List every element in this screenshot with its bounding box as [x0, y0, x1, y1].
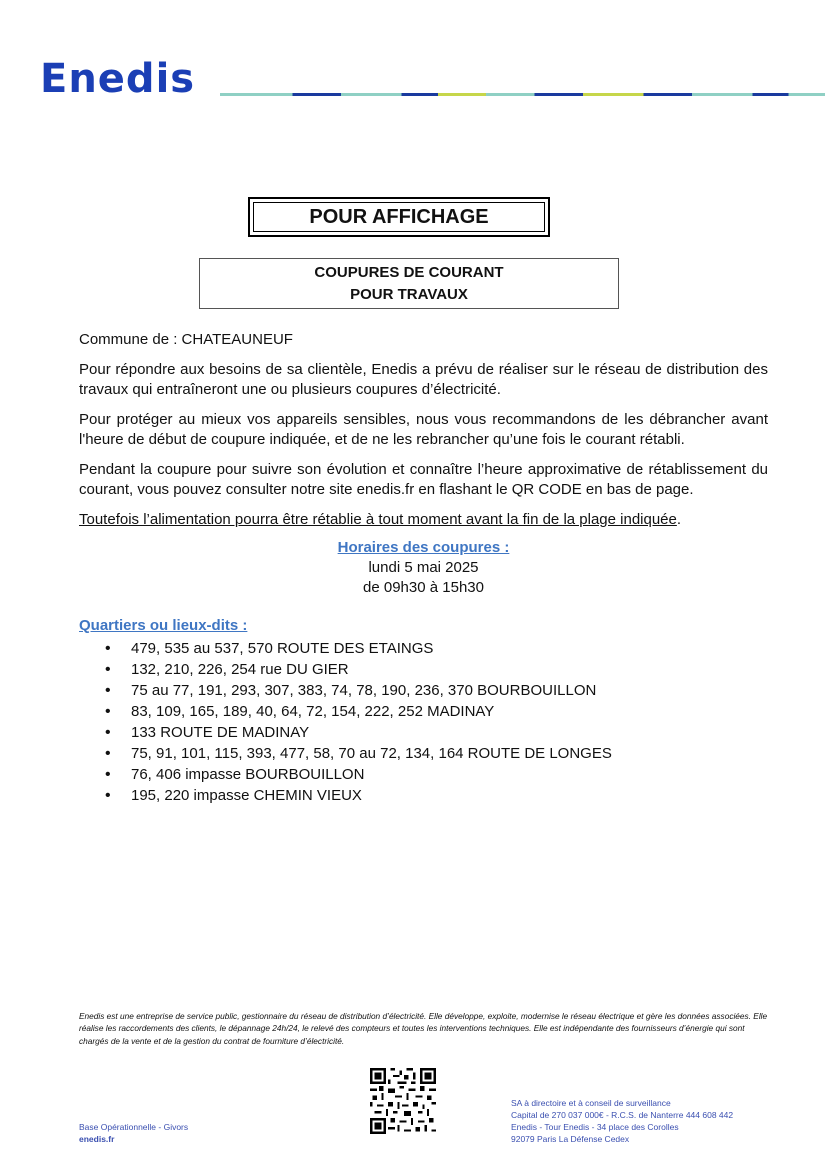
- subtitle-line-2: POUR TRAVAUX: [350, 286, 468, 303]
- schedule-date: lundi 5 mai 2025: [368, 559, 479, 576]
- subtitle-line-1: COUPURES DE COURANT: [314, 264, 504, 281]
- paragraph-1: Pour répondre aux besoins de sa clientèle, Enedis a prévu de réaliser sur le réseau de distribution des travaux qui entraîneront une ou plusieurs coupures d’électricité.: [79, 361, 768, 398]
- qr-code-icon[interactable]: [370, 1068, 436, 1134]
- notice-content: [79, 330, 768, 806]
- logo-text: Enedis: [40, 58, 196, 98]
- list-item: • 75 au 77, 191, 293, 307, 383, 74, 78, 190, 236, 370 BOURBOUILLON: [79, 680, 768, 701]
- footer-legal: [511, 1097, 733, 1145]
- footer-note: Enedis est une entreprise de service public, gestionnaire du réseau de distribution d’électricité. Elle développe, exploite, modernise le réseau électrique et gère les données associées. Elle réalise les raccordements des clients, le dépannage 24h/24, le relevé des compteurs et toutes les interventions techniques. Elle est indépendante des fournisseurs d’énergie qui sont chargés de la vente et de la gestion du contrat de fourniture d’électricité.: [79, 1011, 768, 1046]
- enedis-logo: [40, 58, 216, 98]
- paragraph-2: Pour protéger au mieux vos appareils sensibles, nous vous recommandons de les débrancher avant l'heure de début de coupure indiquée, et de ne les rebrancher qu’une fois le courant rétabli.: [79, 411, 768, 448]
- title-box: [248, 197, 550, 237]
- schedule-title: Horaires des coupures :: [337, 539, 510, 556]
- legal-line-1: SA à directoire et à conseil de surveillance: [511, 1098, 671, 1108]
- list-item: • 75, 91, 101, 115, 393, 477, 58, 70 au 72, 134, 164 ROUTE DE LONGES: [79, 743, 768, 764]
- schedule: [79, 538, 768, 598]
- commune: Commune de : CHATEAUNEUF: [79, 331, 293, 348]
- subtitle-box: [199, 258, 619, 309]
- list-item: • 132, 210, 226, 254 rue DU GIER: [79, 659, 768, 680]
- paragraph-3: Pendant la coupure pour suivre son évolution et connaître l’heure approximative de rétablissement du courant, vous pouvez consulter notre site enedis.fr en flashant le QR CODE en bas de page.: [79, 461, 768, 498]
- legal-line-3: Enedis - Tour Enedis - 34 place des Corolles: [511, 1122, 679, 1132]
- schedule-time: de 09h30 à 15h30: [363, 579, 484, 596]
- warning-end: .: [676, 511, 682, 528]
- list-item: • 479, 535 au 537, 570 ROUTE DES ETAINGS: [79, 638, 768, 659]
- footer-left: [79, 1121, 188, 1145]
- header-rule: [220, 93, 825, 96]
- list-item: • 195, 220 impasse CHEMIN VIEUX: [79, 785, 768, 806]
- list-item: • 83, 109, 165, 189, 40, 64, 72, 154, 222, 252 MADINAY: [79, 701, 768, 722]
- legal-line-2: Capital de 270 037 000€ - R.C.S. de Nanterre 444 608 442: [511, 1110, 734, 1120]
- warning-text: Toutefois l’alimentation pourra être rétablie à tout moment avant la fin de la plage indiquée: [79, 511, 677, 528]
- page-title: POUR AFFICHAGE: [253, 202, 545, 232]
- list-item: • 76, 406 impasse BOURBOUILLON: [79, 764, 768, 785]
- places-title: Quartiers ou lieux-dits :: [79, 617, 248, 634]
- places-list: [79, 638, 768, 806]
- legal-line-4: 92079 Paris La Défense Cedex: [511, 1134, 630, 1144]
- footer-base: Base Opérationnelle - Givors: [79, 1122, 189, 1132]
- list-item: • 133 ROUTE DE MADINAY: [79, 722, 768, 743]
- paragraph-4: [79, 510, 768, 530]
- footer-site-link[interactable]: enedis.fr: [79, 1134, 115, 1144]
